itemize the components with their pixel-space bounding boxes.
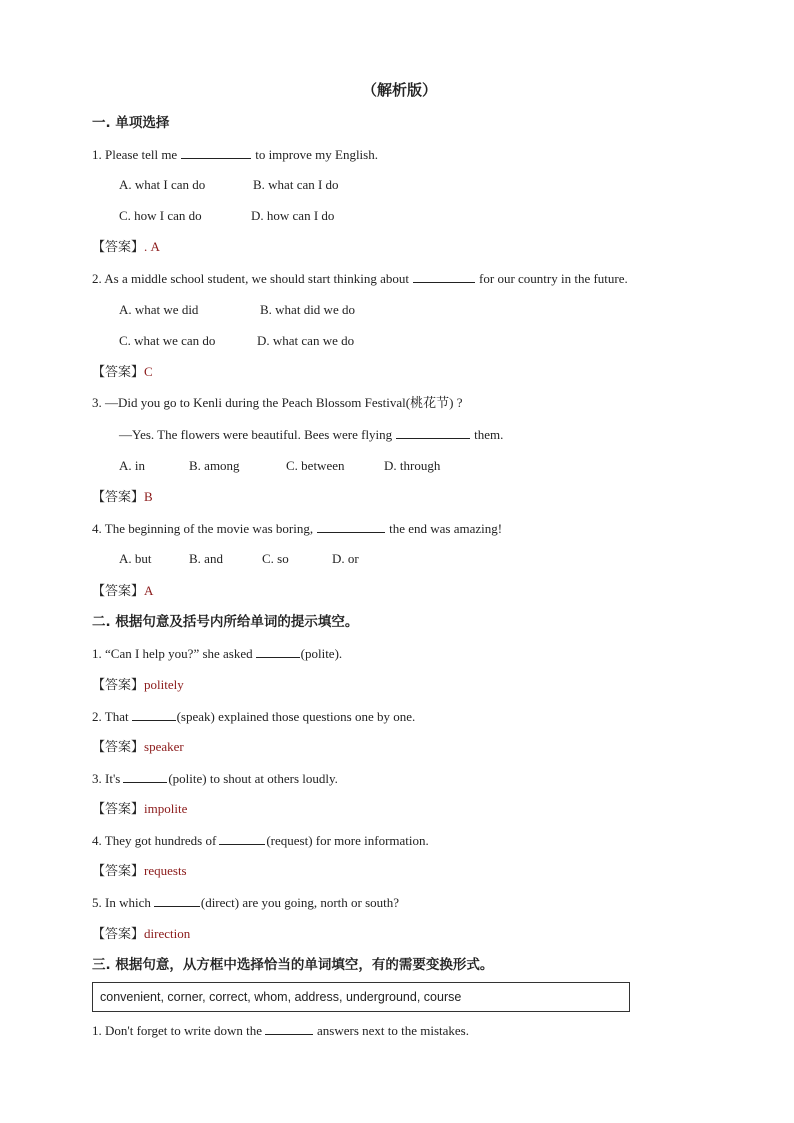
answer-blank [181, 146, 251, 159]
answer-line [92, 801, 187, 818]
question-1-3-reply [119, 426, 503, 443]
question-1-3: 3. —Did you go to Kenli during the Peach Blossom Festival(桃花节) ? [92, 395, 463, 410]
question-text: 4. They got hundreds of [92, 833, 217, 848]
answer-line [92, 739, 184, 756]
answer-label: 【答案】 [92, 365, 145, 380]
question-text: (polite). [300, 646, 343, 661]
option-b: B. and [189, 551, 223, 566]
question-text: the end was amazing! [389, 521, 503, 536]
question-text: (speak) explained those questions one by one. [176, 709, 416, 724]
answer-blank [256, 645, 300, 658]
answer-value: B [144, 489, 153, 504]
answer-label: 【答案】 [92, 802, 145, 817]
option-b: B. what can I do [253, 177, 339, 192]
question-text: for our country in the future. [479, 271, 628, 286]
answer-value: requests [144, 863, 187, 878]
question-text: 5. In which [92, 895, 151, 910]
option-a: A. in [119, 458, 145, 473]
question-text: 1. “Can I help you?” she asked [92, 646, 253, 661]
answer-blank [123, 770, 167, 783]
answer-value: impolite [144, 801, 188, 816]
answer-blank [265, 1022, 313, 1035]
option-c: C. between [286, 458, 345, 473]
section-2-heading: 二. 根据句意及括号内所给单词的提示填空。 [92, 614, 359, 630]
question-text: 1. Please tell me [92, 147, 178, 162]
option-d: D. through [384, 458, 441, 473]
question-2-2 [92, 708, 415, 725]
answer-blank [154, 894, 200, 907]
option-b: B. among [189, 458, 240, 473]
answer-blank [413, 270, 475, 283]
answer-value: direction [144, 926, 191, 941]
section-3-heading: 三. 根据句意，从方框中选择恰当的单词填空，有的需要变换形式。 [92, 957, 494, 973]
option-c: C. what we can do [119, 333, 216, 348]
answer-label: 【答案】 [92, 678, 145, 693]
question-2-4 [92, 832, 429, 849]
question-1-4 [92, 520, 502, 537]
question-1-2 [92, 270, 628, 287]
answer-blank [396, 426, 470, 439]
option-c: C. how I can do [119, 208, 202, 223]
answer-value: . A [144, 239, 160, 254]
question-text: 2. That [92, 709, 129, 724]
answer-line [92, 926, 190, 943]
answer-label: 【答案】 [92, 864, 145, 879]
question-text: 2. As a middle school student, we should start thinking about [92, 271, 410, 286]
answer-blank [132, 708, 176, 721]
answer-line [92, 239, 160, 256]
option-a: A. what we did [119, 302, 199, 317]
answer-value: A [144, 583, 154, 598]
answer-label: 【答案】 [92, 927, 145, 942]
option-a: A. but [119, 551, 152, 566]
page-title: （解析版） [362, 81, 438, 99]
answer-line [92, 583, 153, 600]
answer-line [92, 364, 153, 381]
option-b: B. what did we do [260, 302, 355, 317]
option-a: A. what I can do [119, 177, 206, 192]
answer-line [92, 863, 187, 880]
question-3-1 [92, 1022, 469, 1039]
question-text: to improve my English. [255, 147, 378, 162]
word-bank: convenient, corner, correct, whom, address, underground, course [100, 990, 462, 1004]
question-text: answers next to the mistakes. [317, 1023, 469, 1038]
answer-value: speaker [144, 739, 184, 754]
answer-blank [317, 520, 385, 533]
answer-value: C [144, 364, 153, 379]
option-c: C. so [262, 551, 289, 566]
option-d: D. how can I do [251, 208, 335, 223]
question-text: them. [474, 427, 504, 442]
word-bank-box [92, 982, 630, 1012]
question-text: —Yes. The flowers were beautiful. Bees were flying [119, 427, 393, 442]
answer-label: 【答案】 [92, 740, 145, 755]
answer-blank [219, 832, 265, 845]
answer-value: politely [144, 677, 184, 692]
answer-label: 【答案】 [92, 584, 145, 599]
question-2-1 [92, 645, 342, 662]
answer-line [92, 489, 153, 506]
question-text: (direct) are you going, north or south? [200, 895, 400, 910]
question-text: 3. It's [92, 771, 121, 786]
question-text: (request) for more information. [266, 833, 429, 848]
question-text: 4. The beginning of the movie was boring, [92, 521, 314, 536]
question-1-1 [92, 146, 378, 163]
option-d: D. or [332, 551, 359, 566]
section-1-heading: 一. 单项选择 [92, 115, 170, 131]
option-d: D. what can we do [257, 333, 355, 348]
question-2-3 [92, 770, 338, 787]
question-text: (polite) to shout at others loudly. [168, 771, 338, 786]
answer-label: 【答案】 [92, 490, 145, 505]
answer-line [92, 677, 184, 694]
question-2-5 [92, 894, 399, 911]
question-text: 1. Don't forget to write down the [92, 1023, 262, 1038]
answer-label: 【答案】 [92, 240, 145, 255]
